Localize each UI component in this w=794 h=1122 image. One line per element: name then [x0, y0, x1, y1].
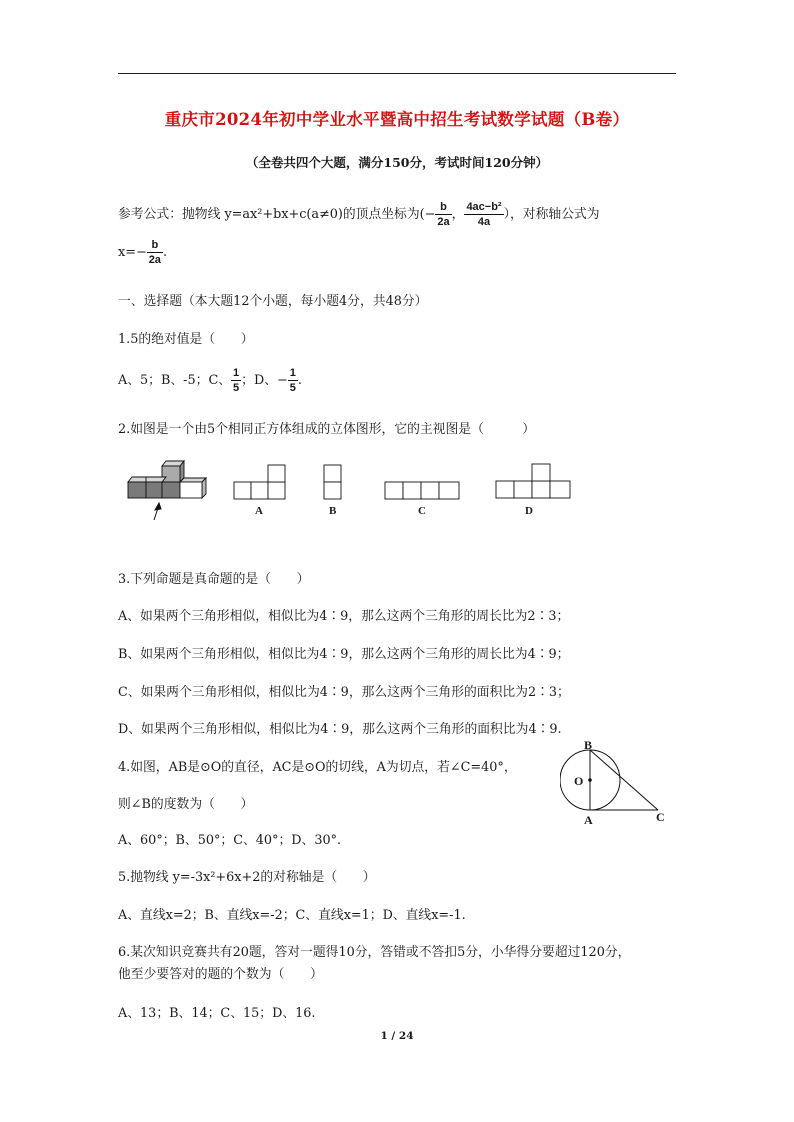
page-number: 1 / 24 [380, 1030, 414, 1042]
question-2-stem: 2.如图是一个由5个相同正方体组成的立体图形，它的主视图是（ ） [118, 422, 536, 437]
q2-label-c: C [418, 505, 426, 517]
question-6-stem: 6.某次知识竞赛共有20题，答对一题得10分，答错或不答扣5分，小华得分要超过120分， [118, 945, 631, 960]
fraction-one-fifth: $\frac{1}{5}$ [233, 367, 240, 394]
question-1-stem: 1.5的绝对值是（ ） [118, 332, 254, 347]
q2-option-b-view [322, 463, 346, 503]
header-rule [118, 73, 676, 74]
q2-option-a-view [232, 463, 292, 503]
page-title: 重庆市2024年初中学业水平暨高中招生考试数学试题（B卷） [164, 110, 630, 129]
view-direction-arrow [154, 503, 161, 520]
question-3-option-b: B、如果两个三角形相似，相似比为4∶9，那么这两个三角形的周长比为4∶9； [118, 647, 570, 662]
question-3-option-a: A、如果两个三角形相似，相似比为4∶9，那么这两个三角形的周长比为2∶3； [118, 609, 570, 624]
question-6-options: A、13；B、14；C、15；D、16. [118, 1006, 316, 1021]
fig-label-o: O [574, 774, 584, 788]
fraction-neg-one-fifth: $\frac{1}{5}$ [289, 367, 296, 394]
question-4-stem: 4.如图，AB是⊙O的直径，AC是⊙O的切线，A为切点，若∠C=40°， [118, 760, 517, 775]
formula-line-2: x=− $\frac{b}{2a}$ . [118, 239, 168, 266]
fraction-axis: $\frac{b}{2a}$ [148, 239, 161, 266]
question-3-stem: 3.下列命题是真命题的是（ ） [118, 572, 310, 587]
fraction-vertex-y: $\frac{\text{4ac−b²}}{4a}$ [466, 201, 502, 228]
question-5-options: A、直线x=2；B、直线x=-2；C、直线x=1；D、直线x=-1. [118, 908, 466, 923]
q2-label-a: A [255, 505, 263, 517]
fraction-b-over-2a: $\frac{b}{2a}$ [437, 201, 450, 228]
fig-label-a: A [584, 813, 593, 827]
question-4-options: A、60°；B、50°；C、40°；D、30°. [118, 833, 342, 848]
q2-label-b: B [329, 505, 337, 517]
cube-solid-figure [124, 458, 210, 522]
question-3-option-d: D、如果两个三角形相似，相似比为4∶9，那么这两个三角形的面积比为4∶9. [118, 722, 562, 737]
question-5-stem: 5.抛物线 y=-3x²+6x+2的对称轴是（ ） [118, 870, 376, 885]
exam-subtitle: （全卷共四个大题，满分150分，考试时间120分钟） [245, 155, 549, 170]
q2-label-d: D [525, 505, 533, 517]
section-heading-choice: 一、选择题（本大题12个小题，每小题4分，共48分） [118, 294, 428, 309]
q2-option-c-view [383, 480, 463, 502]
question-4-stem-2: 则∠B的度数为（ ） [118, 797, 254, 812]
question-6-stem-2: 他至少要答对的题的个数为（ ） [118, 967, 323, 982]
q2-option-d-view [494, 461, 574, 503]
fig-label-c: C [656, 810, 665, 824]
question-1-options: A、5；B、-5；C、 $\frac{1}{5}$ ；D、− $\frac{1}{5}$ . [118, 367, 302, 394]
formula-line-1: 参考公式：抛物线 y=ax²+bx+c(a≠0)的顶点坐标为(− $\frac{b}{2a}$ ， $\frac{\text{4ac−b²}}{4a}$ ），对称轴公式为 [118, 201, 600, 228]
fig-label-b: B [584, 738, 593, 752]
question-3-option-c: C、如果两个三角形相似，相似比为4∶9，那么这两个三角形的面积比为2∶3； [118, 685, 570, 700]
